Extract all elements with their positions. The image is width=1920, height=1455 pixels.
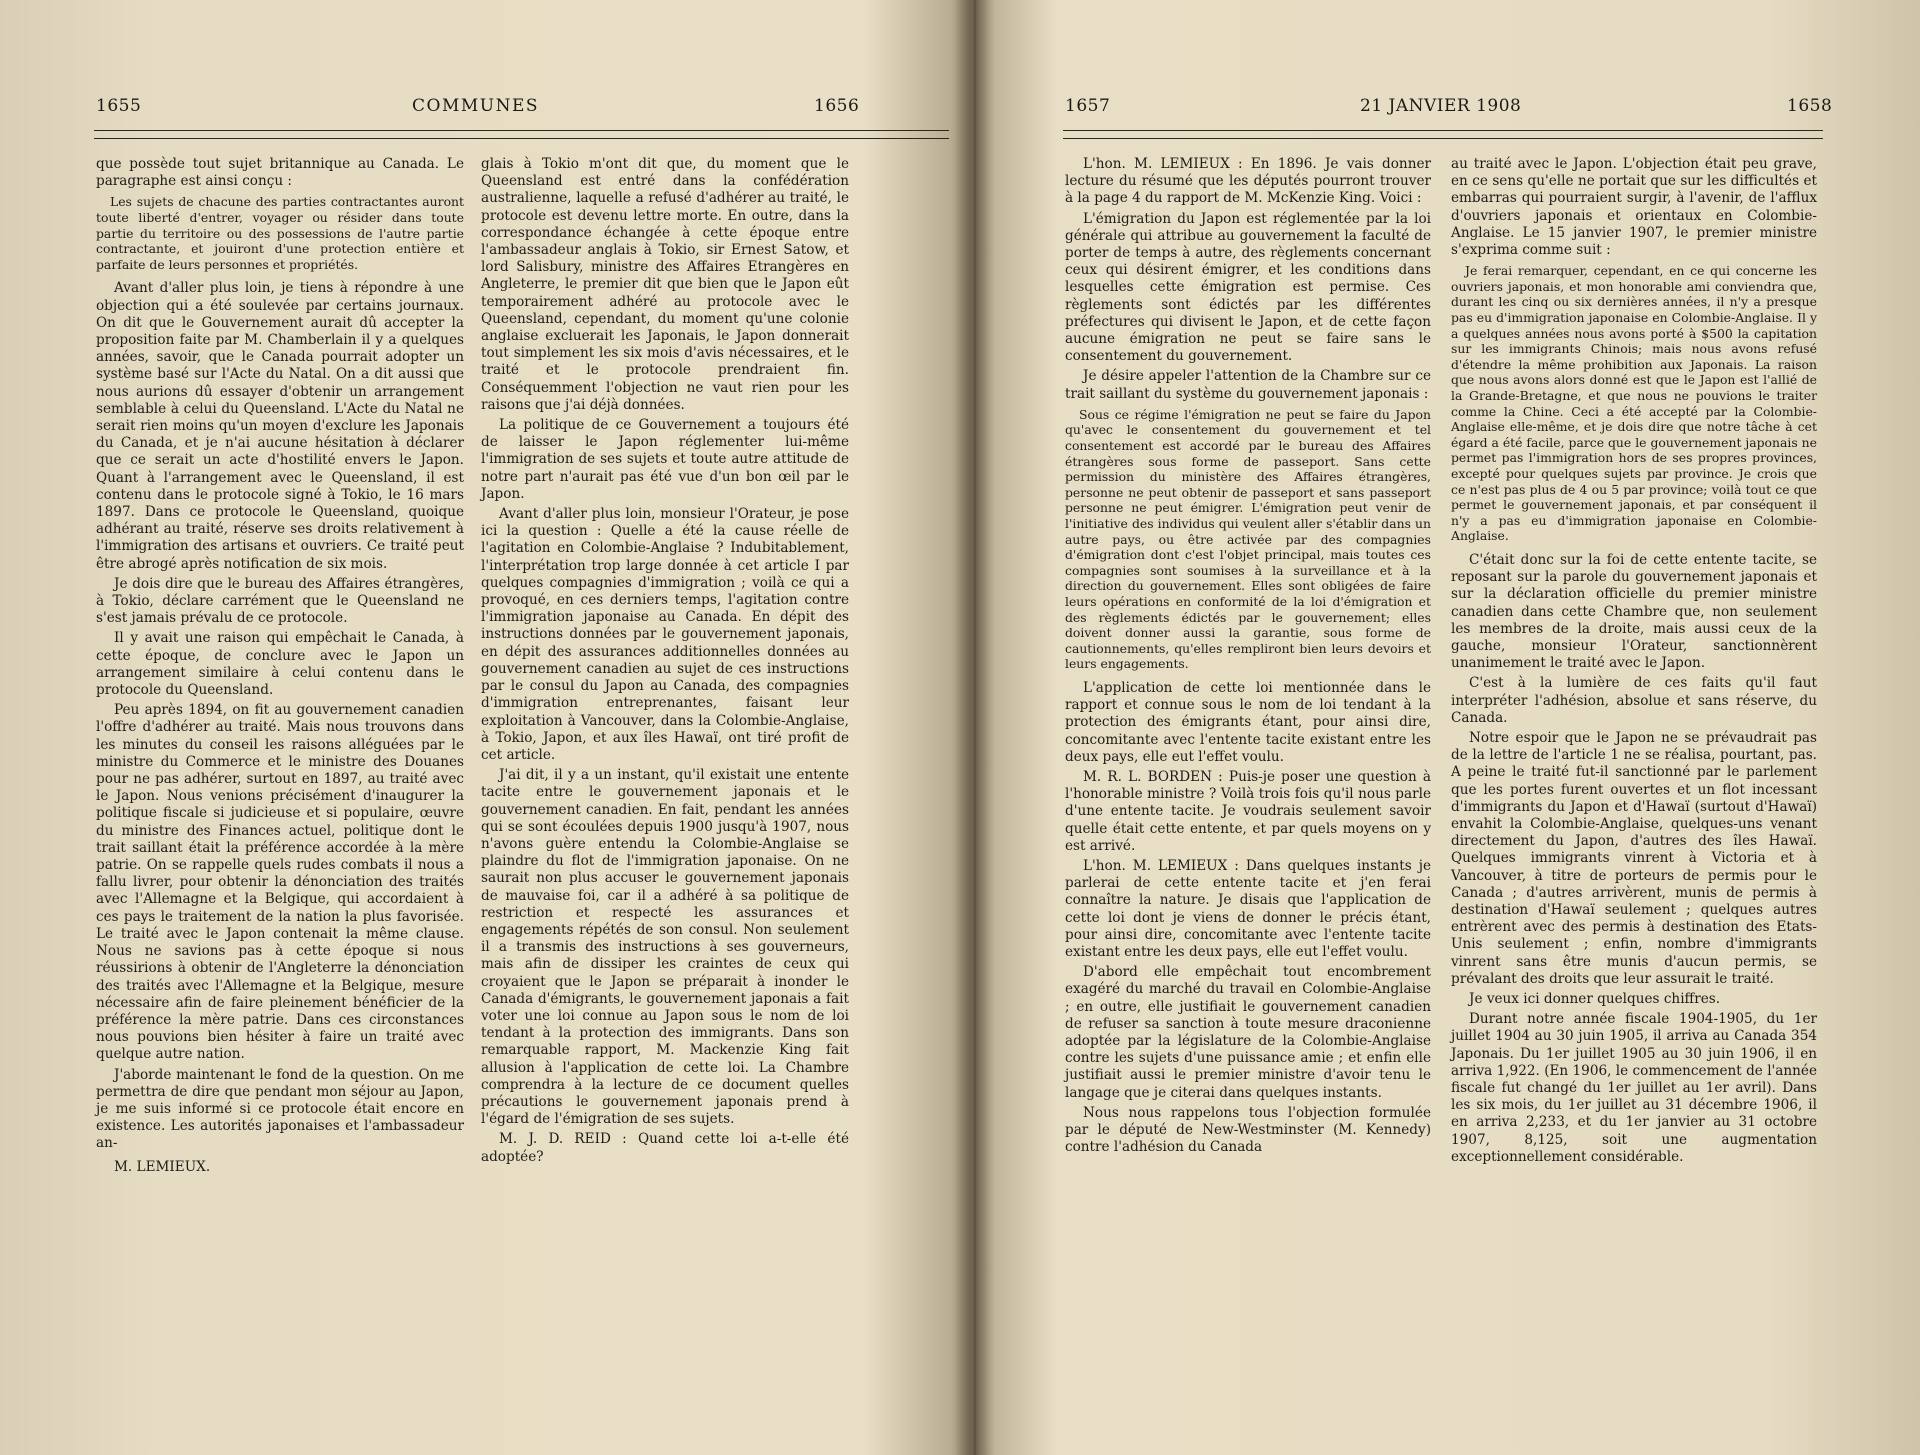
page-number-1658: 1658 [1787,96,1833,116]
paragraph: Avant d'aller plus loin, je tiens à répondre à une objection qui a été soulevée par certains journaux. On dit que le Gouvernement aurait dû accepter la proposition faite par M. Chamberlain il y a quelques années, savoir, que le Canada pourrait adopter un système basé sur l'Acte du Natal. On a dit aussi que nous aurions dû essayer d'obtenir un arrangement semblable à celui du Queensland. L'Acte du Natal ne serait rien moins qu'un moyen d'exclure les Japonais du Canada, et je n'ai aucune hésitation à déclarer que ce serait un acte d'hostilité envers le Japon. Quant à l'arrangement avec le Queensland, il est contenu dans le protocole signé à Tokio, le 16 mars 1897. Dans ce protocole le Queensland, quoique adhérant au traité, réserve ses droits relativement à l'immigration des artisans et ouvriers. Ce traité peut être abrogé après notification de six mois. [96,280,464,572]
paragraph: Avant d'aller plus loin, monsieur l'Orateur, je pose ici la question : Quelle a été la cause réelle de l'agitation en Colombie-Anglaise ? Indubitablement, l'interprétation trop large donnée à cet article I par quelques compagnies d'immigration ; voilà ce qui a provoqué, en ces derniers temps, l'agitation contre l'immigration japonaise au Canada. En dépit des instructions données par le gouvernement japonais, en dépit des assurances additionnelles données au gouvernement canadien au sujet de ces instructions par le consul du Japon au Canada, des compagnies d'immigration entreprenantes, faisant leur exploitation à Vancouver, dans la Colombie-Anglaise, à Tokio, Japon, et aux îles Hawaï, ont tiré profit de cet article. [481,506,849,763]
header-rule [94,130,949,131]
paragraph: L'émigration du Japon est réglementée par la loi générale qui attribue au gouvernement la faculté de porter de temps à autre, des règlements concernant ceux qui désirent émigrer, et les conditions dans lesquelles cette émigration est permise. Ces règlements sont édictés par les différentes préfectures qui divisent le Japon, et de cette façon aucune émigration ne peut se faire sans le consentement du gouvernement. [1065,210,1431,365]
paragraph: Je désire appeler l'attention de la Chambre sur ce trait saillant du système du gouvernement japonais : [1065,368,1431,402]
paragraph: D'abord elle empêchait tout encombrement exagéré du marché du travail en Colombie-Anglaise ; en outre, elle justifiait le gouvernement canadien de refuser sa sanction à toute mesure draconienne adoptée par la législature de la Colombie-Anglaise contre les sujets d'une puissance amie ; et enfin elle justifiait aussi le premier ministre d'avoir tenu le langage que je citerai dans quelques instants. [1065,964,1431,1101]
right-page-column-2 [1451,156,1817,1169]
paragraph: que possède tout sujet britannique au Canada. Le paragraphe est ainsi conçu : [96,156,464,190]
paragraph: Nous nous rappelons tous l'objection formulée par le député de New-Westminster (M. Kennedy) contre l'adhésion du Canada [1065,1104,1431,1156]
paragraph: C'est à la lumière de ces faits qu'il faut interpréter l'adhésion, absolue et sans réserve, du Canada. [1451,675,1817,726]
right-page [985,0,1920,1455]
right-page-column-1 [1065,156,1431,1159]
page-number-1657: 1657 [1065,96,1111,116]
speaker-signature: M. LEMIEUX. [114,1158,211,1175]
paragraph: Peu après 1894, on fit au gouvernement canadien l'offre d'adhérer au traité. Mais nous trouvons dans les minutes du conseil les raisons alléguées par le ministre du Commerce et le ministre des Douanes pour ne pas adhérer, surtout en 1897, au traité avec le Japon. Nous venions précisément d'inaugurer la politique fiscale si judicieuse et si populaire, œuvre du ministre des Finances actuel, politique dont le trait saillant était la préférence accordée à la mère patrie. On se rappelle quels rudes combats il nous a fallu livrer, pour obtenir la dénonciation des traités avec l'Allemagne et la Belgique, qui accordaient à ces pays le traitement de la nation la plus favorisée. Le traité avec le Japon contenait la même clause. Nous ne savions pas à cette époque si nous réussirions à obtenir de l'Angleterre la dénonciation des traités avec l'Allemagne et la Belgique, mesure nécessaire afin de faire pleinement bénéficier de la préférence la mère patrie. Dans ces circonstances nous pouvions bien hésiter à faire un traité avec quelque autre nation. [96,702,464,1063]
quoted-passage: Les sujets de chacune des parties contractantes auront toute liberté d'entrer, voyager ou résider dans toute partie du territoire ou des possessions de l'autre partie contractante, et jouiront d'une protection entière et parfaite de leurs personnes et propriétés. [96,194,464,272]
paragraph: Il y avait une raison qui empêchait le Canada, à cette époque, de conclure avec le Japon un arrangement similaire à celui contenu dans le protocole du Queensland. [96,630,464,699]
paragraph: M. J. D. REID : Quand cette loi a-t-elle été adoptée? [481,1131,849,1165]
paragraph: J'ai dit, il y a un instant, qu'il existait une entente tacite entre le gouvernement japonais et le gouvernement canadien. En fait, pendant les années qui se sont écoulées depuis 1900 jusqu'à 1907, nous n'avons guère entendu la Colombie-Anglaise se plaindre du flot de l'immigration japonaise. On ne saurait non plus accuser le gouvernement japonais de mauvaise foi, car il a adhéré à sa politique de restriction et respecté les assurances et engagements répétés de son consul. Non seulement il a transmis des instructions à ses gouverneurs, mais afin de dissiper les craintes de ceux qui croyaient que le Japon se préparait à inonder le Canada d'émigrants, le gouvernement japonais a fait voter une loi connue au Japon sous le nom de loi tendant à la protection des immigrants. Dans son remarquable rapport, M. Mackenzie King fait allusion à l'application de cette loi. La Chambre comprendra à la lecture de ce document quelles précautions le gouvernement japonais prend à l'égard de l'émigration de ses sujets. [481,767,849,1128]
paragraph: J'aborde maintenant le fond de la question. On me permettra de dire que pendant mon séjour au Japon, je me suis informé si ce protocole était encore en existence. Les autorités japonaises et l'ambassadeur an- [96,1066,464,1152]
page-number-1655: 1655 [96,96,142,116]
paragraph: L'hon. M. LEMIEUX : En 1896. Je vais donner lecture du résumé que les députés pourront trouver à la page 4 du rapport de M. McKenzie King. Voici : [1065,156,1431,207]
left-page-column-2 [481,156,849,1169]
paragraph: M. R. L. BORDEN : Puis-je poser une question à l'honorable ministre ? Voilà trois fois qu'il nous parle d'une entente tacite. Je voudrais seulement savoir quelle était cette entente, et par quels moyens on y est arrivé. [1065,768,1431,854]
paragraph: Durant notre année fiscale 1904-1905, du 1er juillet 1904 au 30 juin 1905, il arriva au Canada 354 Japonais. Du 1er juillet 1905 au 30 juin 1906, il en arriva 1,922. (En 1906, le commencement de l'année fiscale fut changé du 1er juillet au 1er avril). Dans les six mois, du 1er juillet au 31 décembre 1906, il en arriva 2,233, et du 1er janvier au 31 octobre 1907, 8,125, soit une augmentation exceptionnellement considérable. [1451,1011,1817,1165]
header-rule-thin [94,138,949,139]
paragraph: C'était donc sur la foi de cette entente tacite, se reposant sur la parole du gouvernement japonais et sur la déclaration officielle du premier ministre canadien dans cette Chambre que, non seulement les membres de la droite, mais aussi ceux de la gauche, monsieur l'Orateur, sanctionnèrent unanimement le traité avec le Japon. [1451,551,1817,672]
paragraph: au traité avec le Japon. L'objection était peu grave, en ce sens qu'elle ne portait que sur les difficultés et embarras qui pourraient surgir, à l'avenir, de l'afflux d'ouvriers japonais et orientaux en Colombie-Anglaise. Le 15 janvier 1907, le premier ministre s'exprima comme suit : [1451,156,1817,259]
paragraph: glais à Tokio m'ont dit que, du moment que le Queensland est entré dans la confédération australienne, laquelle a refusé d'adhérer au traité, le protocole est devenu lettre morte. En outre, dans la correspondance échangée à cette époque entre l'ambassadeur anglais à Tokio, sir Ernest Satow, et lord Salisbury, ministre des Affaires Etrangères en Angleterre, le premier dit que bien que le Japon eût temporairement adhéré au protocole avec le Queensland, cependant, du moment qu'une colonie anglaise excluerait les Japonais, le Japon donnerait tout simplement les six mois d'avis nécessaires, et le traité et le protocole prendraient fin. Conséquemment l'objection ne vaut rien pour les raisons que j'ai déjà données. [481,156,849,413]
header-rule-thin [1063,138,1823,139]
running-header-communes: COMMUNES [412,96,540,116]
paragraph: La politique de ce Gouvernement a toujours été de laisser le Japon réglementer lui-même l'immigration de ses sujets et toute autre attitude de notre part n'aurait pas été vue d'un bon œil par le Japon. [481,417,849,502]
paragraph: L'hon. M. LEMIEUX : Dans quelques instants je parlerai de cette entente tacite et j'en ferai connaître la nature. Je disais que l'application de cette loi dont je viens de donner le précis étant, pour ainsi dire, concomitante avec l'entente tacite existant entre les deux pays, elle eut l'effet voulu. [1065,857,1431,960]
paragraph: Notre espoir que le Japon ne se prévaudrait pas de la lettre de l'article 1 ne se réalisa, pourtant, pas. A peine le traité fut-il sanctionné par le parlement que les portes furent ouvertes et un flot incessant d'immigrants du Japon et d'Hawaï (surtout d'Hawaï) envahit la Colombie-Anglaise, quelques-uns venant directement du Japon, d'autres des îles Hawaï. Quelques immigrants vinrent à Victoria et à Vancouver, à titre de porteurs de permis pour le Canada ; d'autres arrivèrent, munis de permis à destination d'Hawaï seulement ; quelques autres entrèrent avec des permis à destination des Etats-Unis seulement ; enfin, nombre d'immigrants vinrent sans être munis d'aucun permis, se prévalant des droits que leur assurait le traité. [1451,729,1817,987]
paragraph: Je dois dire que le bureau des Affaires étrangères, à Tokio, déclare carrément que le Queensland ne s'est jamais prévalu de ce protocole. [96,575,464,627]
quoted-passage: Sous ce régime l'émigration ne peut se faire du Japon qu'avec le consentement du gouvernement et tel consentement est accordé par le bureau des Affaires étrangères sous forme de passeport. Sans cette permission du ministère des Affaires étrangères, personne ne peut obtenir de passeport et sans passeport personne ne peut émigrer. L'émigration peut venir de l'initiative des individus qui veulent aller s'établir dans un autre pays, ou être activée par des compagnies d'émigration dont c'est l'objet principal, mais toutes ces compagnies sont soumises à la surveillance et à la direction du gouvernement. Elles sont obligées de faire leurs opérations en conformité de la loi d'émigration et des règlements édictés par le gouvernement; elles doivent donner aussi la garantie, sous forme de cautionnements, qu'elles rempliront bien leurs devoirs et leurs engagements. [1065,406,1431,672]
page-number-1656: 1656 [814,96,860,116]
quoted-passage: Je ferai remarquer, cependant, en ce qui concerne les ouvriers japonais, et mon honorable ami conviendra que, durant les cinq ou six dernières années, il n'y a presque pas eu d'immigration japonaise en Colombie-Anglaise. Il y a quelques années nous avons porté à $500 la capitation sur les immigrants Chinois; mais nous avons refusé d'étendre la même prohibition aux Japonais. La raison que nous avons alors donné est que le Japon est l'allié de la Grande-Bretagne, et que nous ne pouvions le traiter comme la Chine. Ceci a été accepté par la Colombie-Anglaise elle-même, et je dois dire que notre tâche à cet égard a été facile, parce que le gouvernement japonais ne permet pas l'immigration hors de ses propres provinces, excepté pour quelques sujets par province. Je crois que ce n'est pas plus de 4 ou 5 par province; voilà tout ce que permet le gouvernement japonais, et par conséquent il n'y a pas eu d'immigration japonaise en Colombie-Anglaise. [1451,263,1817,544]
left-page-column-1 [96,156,464,1179]
paragraph: Je veux ici donner quelques chiffres. [1469,990,1721,1007]
header-rule [1063,130,1823,131]
running-header-date: 21 JANVIER 1908 [1360,96,1522,116]
paragraph: L'application de cette loi mentionnée dans le rapport et connue sous le nom de loi tendant à la protection des émigrants étant, pour ainsi dire, concomitante avec l'entente tacite existant entre les deux pays, elle eut l'effet voulu. [1065,679,1431,765]
